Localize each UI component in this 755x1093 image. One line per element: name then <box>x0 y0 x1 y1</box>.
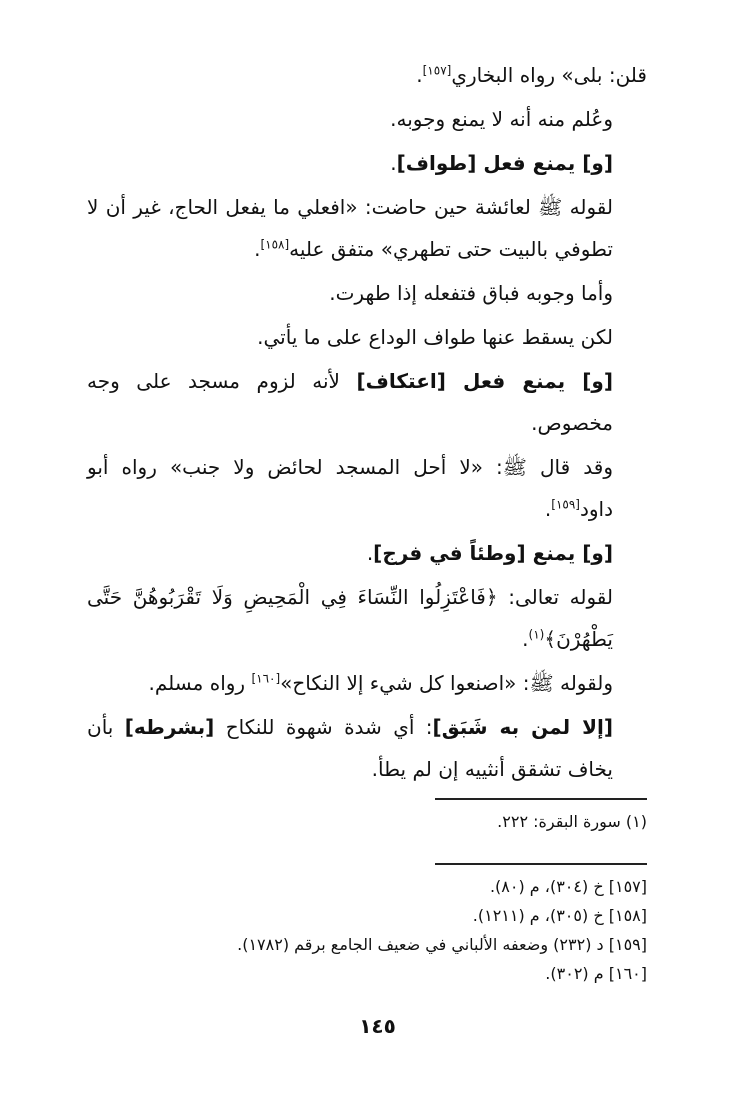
text-segment: [وطئاً في فرج] <box>373 541 526 565</box>
paragraph-p12 <box>87 706 647 790</box>
text-segment: رواه مسلم. <box>148 671 252 695</box>
text-segment: [و] يمنع <box>525 541 613 565</box>
reference-marker: [١٦٠] <box>251 671 281 686</box>
reference-item: [١٥٧] خ (٣٠٤)، م (٨٠). <box>489 877 647 896</box>
main-text <box>87 54 647 792</box>
text-segment: [اعتكاف] <box>356 369 446 393</box>
paragraph-p8 <box>87 446 647 530</box>
text-segment: ولقوله ﷺ: «اصنعوا كل شيء إلا النكاح» <box>280 671 613 695</box>
paragraph-p3 <box>87 142 647 184</box>
paragraph-p11 <box>87 662 647 704</box>
reference-item: [١٥٨] خ (٣٠٥)، م (١٢١١). <box>472 906 647 925</box>
reference-marker: [١٥٧] <box>422 63 452 78</box>
text-segment: [و] يمنع فعل <box>476 151 613 175</box>
text-segment: لقوله تعالى: ﴿فَاعْتَزِلُوا النِّسَاءَ فِي الْمَحِيضِ وَلَا تَقْرَبُوهُنَّ حَتَّى يَطْهُرْنَ﴾ <box>87 585 613 651</box>
text-segment: . <box>522 627 529 651</box>
text-segment: [و] يمنع فعل <box>445 369 613 393</box>
paragraph-p4 <box>87 186 647 270</box>
text-segment: وقد قال ﷺ: «لا أحل المسجد لحائض ولا جنب» رواه أبو داود <box>87 455 613 521</box>
references <box>87 872 647 988</box>
paragraph-p2 <box>87 98 647 140</box>
reference-item: [١٥٩] د (٢٣٢) وضعفه الألباني في ضعيف الجامع برقم (١٧٨٢). <box>237 935 647 954</box>
text-segment: : أي شدة شهوة للنكاح <box>214 715 433 739</box>
reference-marker: (١) <box>528 627 545 642</box>
footnotes <box>87 808 647 836</box>
paragraph-p5 <box>87 272 647 314</box>
text-segment: . <box>390 151 397 175</box>
paragraph-p7 <box>87 360 647 444</box>
text-segment: [إلا لمن به شَبَق] <box>432 715 613 739</box>
footnote-divider <box>435 798 647 800</box>
text-segment: . <box>254 237 261 261</box>
text-segment: وأما وجوبه فباق فتفعله إذا طهرت. <box>329 281 613 305</box>
references-divider <box>435 863 647 865</box>
reference-marker: [١٥٨] <box>260 237 290 252</box>
footnote-item: (١) سورة البقرة: ٢٢٢. <box>497 812 647 831</box>
reference-marker: [١٥٩] <box>551 497 580 512</box>
paragraph-p9 <box>87 532 647 574</box>
paragraph-p6 <box>87 316 647 358</box>
text-segment: وعُلم منه أنه لا يمنع وجوبه. <box>390 107 613 131</box>
text-segment: لكن يسقط عنها طواف الوداع على ما يأتي. <box>257 325 613 349</box>
text-segment: بأن يخاف تشقق أنثييه إن لم يطأ. <box>87 715 613 781</box>
paragraph-p10 <box>87 576 647 660</box>
paragraph-p1 <box>87 54 647 96</box>
text-segment: . <box>416 63 423 87</box>
text-segment: [طواف] <box>396 151 477 175</box>
reference-item: [١٦٠] م (٣٠٢). <box>545 964 647 983</box>
text-segment: قلن: بلى» رواه البخاري <box>451 63 647 87</box>
text-segment: لأنه لزوم مسجد على وجه مخصوص. <box>87 369 613 435</box>
text-segment: . <box>366 541 374 565</box>
page-number: ١٤٥ <box>359 1014 396 1038</box>
text-segment: [بشرطه] <box>124 715 215 739</box>
text-segment: لقوله ﷺ لعائشة حين حاضت: «افعلي ما يفعل الحاج، غير أن لا تطوفي بالبيت حتى تطهري» متفق عليه <box>87 195 613 261</box>
text-segment: . <box>544 497 552 521</box>
